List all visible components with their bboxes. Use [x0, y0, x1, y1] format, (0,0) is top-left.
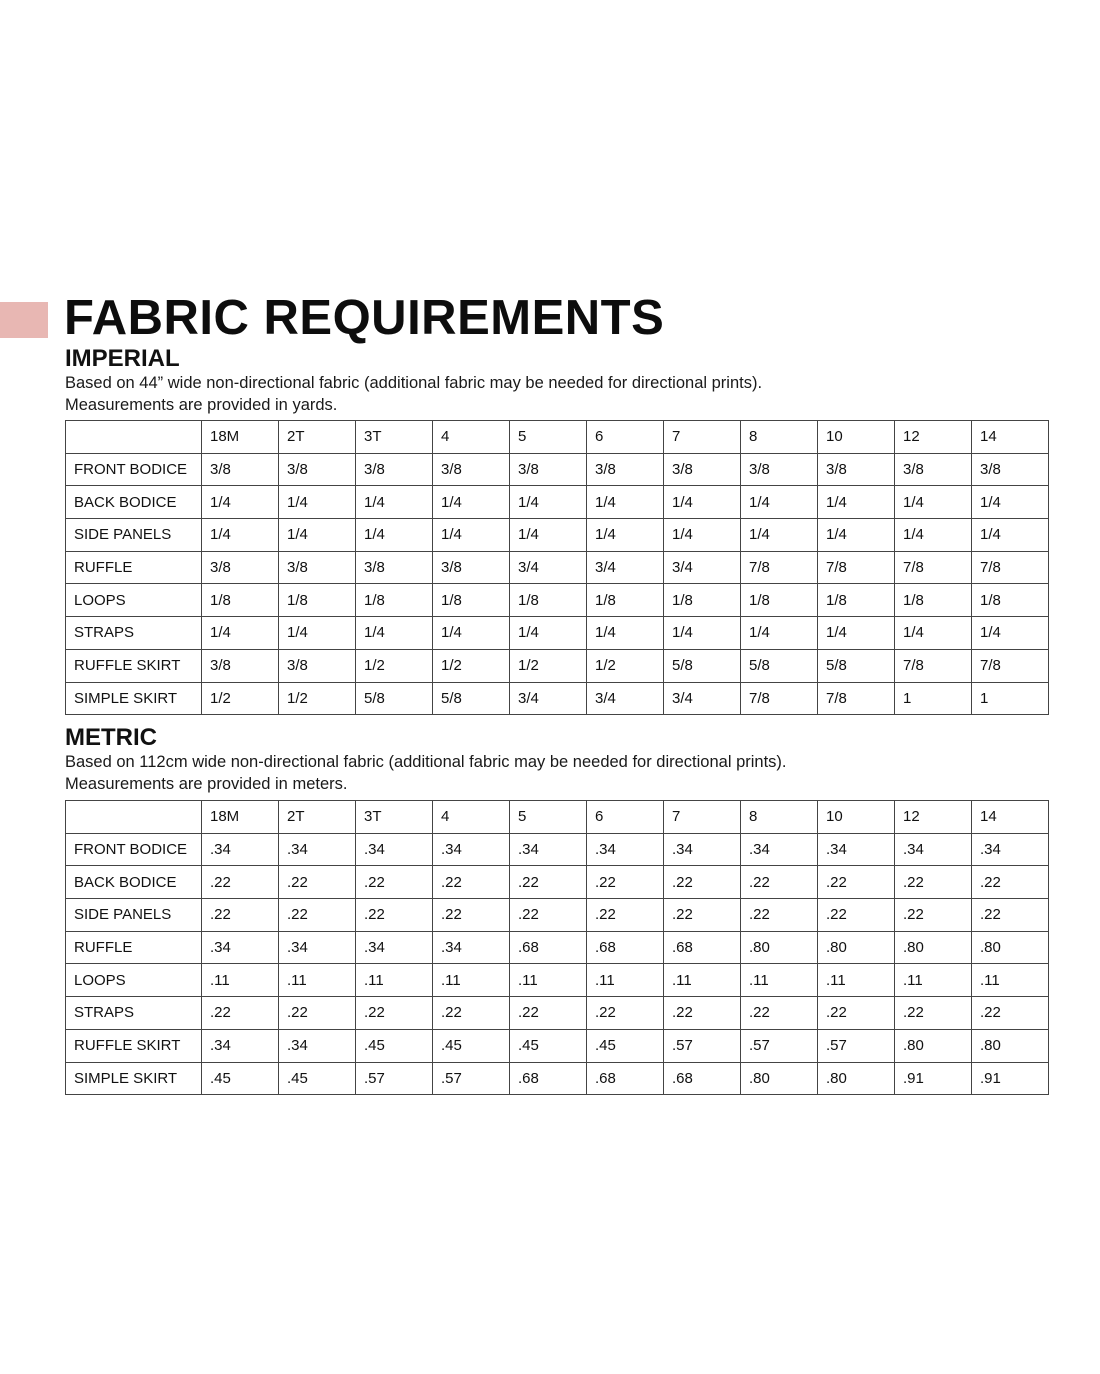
table-cell: .57 [664, 1029, 741, 1062]
column-header-12: 12 [895, 801, 972, 834]
column-header-4: 4 [433, 421, 510, 454]
table-cell: .45 [587, 1029, 664, 1062]
table-cell: .22 [510, 866, 587, 899]
table-cell: 1/2 [510, 649, 587, 682]
table-cell: 1/4 [510, 519, 587, 552]
table-cell: .80 [895, 931, 972, 964]
table-cell: 1/4 [895, 617, 972, 650]
table-cell: 3/8 [356, 453, 433, 486]
table-cell: .11 [510, 964, 587, 997]
table-cell: .11 [664, 964, 741, 997]
table-cell: 3/8 [202, 551, 279, 584]
table-cell: .22 [664, 899, 741, 932]
table-cell: .22 [818, 899, 895, 932]
table-cell: 1/4 [587, 617, 664, 650]
table-row [66, 866, 1049, 899]
table-cell: .22 [433, 866, 510, 899]
table-row [66, 682, 1049, 715]
table-cell: 7/8 [818, 682, 895, 715]
table-cell: .80 [741, 1062, 818, 1095]
table-cell: 1/4 [587, 486, 664, 519]
table-cell: 1/4 [279, 486, 356, 519]
row-label: RUFFLE SKIRT [66, 1029, 202, 1062]
table-row [66, 1062, 1049, 1095]
table-cell: 1/8 [433, 584, 510, 617]
table-cell: 1/8 [356, 584, 433, 617]
table-cell: .45 [433, 1029, 510, 1062]
row-label: RUFFLE [66, 931, 202, 964]
table-cell: .80 [741, 931, 818, 964]
table-cell: 7/8 [895, 649, 972, 682]
table-row [66, 453, 1049, 486]
column-header-7: 7 [664, 801, 741, 834]
column-header-6: 6 [587, 801, 664, 834]
table-cell: .22 [279, 899, 356, 932]
table-cell: .11 [356, 964, 433, 997]
table-cell: 1/4 [664, 486, 741, 519]
table-cell: 3/8 [664, 453, 741, 486]
table-cell: 1/4 [818, 617, 895, 650]
table-cell: 1/4 [818, 519, 895, 552]
table-cell: .34 [356, 931, 433, 964]
table-cell: 1/4 [972, 519, 1049, 552]
table-cell: 3/4 [587, 551, 664, 584]
table-cell: .68 [664, 1062, 741, 1095]
table-cell: 7/8 [741, 551, 818, 584]
table-cell: .22 [664, 866, 741, 899]
column-header-10: 10 [818, 801, 895, 834]
column-header-8: 8 [741, 421, 818, 454]
table-cell: 5/8 [433, 682, 510, 715]
table-cell: .11 [587, 964, 664, 997]
table-row [66, 486, 1049, 519]
row-label: FRONT BODICE [66, 833, 202, 866]
table-cell: 1/2 [587, 649, 664, 682]
table-cell: .91 [972, 1062, 1049, 1095]
table-row [66, 964, 1049, 997]
table-cell: 1 [972, 682, 1049, 715]
table-cell: 1/2 [279, 682, 356, 715]
row-label: SIDE PANELS [66, 519, 202, 552]
column-header-5: 5 [510, 801, 587, 834]
table-row [66, 617, 1049, 650]
table-cell: .34 [279, 931, 356, 964]
table-cell: 1/2 [202, 682, 279, 715]
table-cell: 1/4 [356, 486, 433, 519]
table-cell: 1/2 [356, 649, 433, 682]
table-cell: .34 [202, 931, 279, 964]
table-cell: .68 [510, 1062, 587, 1095]
column-header [66, 421, 202, 454]
table-cell: 3/8 [972, 453, 1049, 486]
table-cell: .45 [356, 1029, 433, 1062]
table-cell: .57 [433, 1062, 510, 1095]
metric-heading: METRIC [65, 724, 157, 751]
row-label: BACK BODICE [66, 866, 202, 899]
table-cell: .22 [741, 866, 818, 899]
row-label: RUFFLE SKIRT [66, 649, 202, 682]
table-cell: 1 [895, 682, 972, 715]
table-cell: .22 [895, 997, 972, 1030]
table-cell: .22 [972, 997, 1049, 1030]
table-cell: .91 [895, 1062, 972, 1095]
table-cell: 3/8 [356, 551, 433, 584]
table-cell: .22 [279, 997, 356, 1030]
table-cell: 3/4 [664, 551, 741, 584]
table-cell: 1/4 [895, 519, 972, 552]
table-cell: .34 [510, 833, 587, 866]
table-cell: .22 [972, 899, 1049, 932]
table-cell: 3/8 [510, 453, 587, 486]
row-label: LOOPS [66, 584, 202, 617]
table-cell: 1/4 [741, 617, 818, 650]
table-cell: 1/4 [895, 486, 972, 519]
table-row [66, 551, 1049, 584]
table-cell: .34 [202, 1029, 279, 1062]
table-cell: .80 [818, 931, 895, 964]
table-cell: 5/8 [664, 649, 741, 682]
table-cell: .22 [433, 899, 510, 932]
column-header-8: 8 [741, 801, 818, 834]
row-label: BACK BODICE [66, 486, 202, 519]
table-cell: 3/8 [433, 453, 510, 486]
table-cell: 1/4 [202, 519, 279, 552]
column-header-2t: 2T [279, 801, 356, 834]
table-cell: .45 [202, 1062, 279, 1095]
table-cell: .34 [279, 1029, 356, 1062]
table-cell: .11 [741, 964, 818, 997]
table-cell: .34 [664, 833, 741, 866]
imperial-heading: IMPERIAL [65, 345, 180, 372]
table-cell: 3/8 [818, 453, 895, 486]
table-cell: .22 [818, 866, 895, 899]
table-cell: .22 [587, 997, 664, 1030]
table-row [66, 519, 1049, 552]
table-row [66, 997, 1049, 1030]
table-cell: .80 [818, 1062, 895, 1095]
table-cell: 1/4 [202, 617, 279, 650]
table-cell: .11 [972, 964, 1049, 997]
table-cell: 1/4 [587, 519, 664, 552]
table-cell: 1/4 [356, 617, 433, 650]
table-cell: 3/8 [202, 649, 279, 682]
table-cell: 1/4 [741, 486, 818, 519]
column-header-18m: 18M [202, 801, 279, 834]
table-cell: 7/8 [972, 649, 1049, 682]
column-header-10: 10 [818, 421, 895, 454]
table-cell: .57 [356, 1062, 433, 1095]
table-cell: 1/8 [510, 584, 587, 617]
column-header-3t: 3T [356, 421, 433, 454]
table-cell: .80 [972, 931, 1049, 964]
row-label: SIMPLE SKIRT [66, 1062, 202, 1095]
metric-description-units: Measurements are provided in meters. [65, 775, 348, 793]
table-row [66, 649, 1049, 682]
table-cell: 1/4 [433, 617, 510, 650]
table-cell: .68 [664, 931, 741, 964]
table-header-row [66, 801, 1049, 834]
column-header-7: 7 [664, 421, 741, 454]
table-cell: .45 [279, 1062, 356, 1095]
table-row [66, 1029, 1049, 1062]
table-cell: 5/8 [818, 649, 895, 682]
table-cell: .68 [510, 931, 587, 964]
table-cell: .68 [587, 1062, 664, 1095]
table-cell: 1/4 [356, 519, 433, 552]
table-header-row [66, 421, 1049, 454]
imperial-table [65, 420, 1049, 715]
table-cell: .80 [972, 1029, 1049, 1062]
table-cell: 7/8 [741, 682, 818, 715]
accent-block [0, 302, 48, 338]
table-cell: 1/2 [433, 649, 510, 682]
row-label: STRAPS [66, 997, 202, 1030]
table-cell: 3/4 [510, 682, 587, 715]
table-cell: .57 [741, 1029, 818, 1062]
table-cell: 3/8 [202, 453, 279, 486]
table-cell: .22 [741, 997, 818, 1030]
table-cell: .34 [818, 833, 895, 866]
table-cell: 1/8 [818, 584, 895, 617]
table-cell: .22 [433, 997, 510, 1030]
table-cell: 3/4 [510, 551, 587, 584]
table-cell: .22 [741, 899, 818, 932]
table-cell: 1/4 [279, 519, 356, 552]
table-row [66, 899, 1049, 932]
table-cell: 1/4 [818, 486, 895, 519]
table-cell: .34 [356, 833, 433, 866]
table-cell: 1/4 [433, 486, 510, 519]
row-label: SIMPLE SKIRT [66, 682, 202, 715]
table-cell: .22 [356, 997, 433, 1030]
imperial-description-fabric-width: Based on 44” wide non-directional fabric (additional fabric may be needed for directional prints). [65, 374, 763, 392]
column-header-3t: 3T [356, 801, 433, 834]
table-cell: 1/4 [510, 617, 587, 650]
table-cell: 1/8 [895, 584, 972, 617]
table-cell: .22 [895, 899, 972, 932]
table-cell: 3/8 [279, 551, 356, 584]
row-label: FRONT BODICE [66, 453, 202, 486]
column-header-14: 14 [972, 421, 1049, 454]
table-cell: .11 [279, 964, 356, 997]
table-cell: .22 [818, 997, 895, 1030]
table-cell: 3/8 [895, 453, 972, 486]
column-header-4: 4 [433, 801, 510, 834]
column-header-2t: 2T [279, 421, 356, 454]
metric-description-fabric-width: Based on 112cm wide non-directional fabric (additional fabric may be needed for directional prints). [65, 753, 787, 771]
table-cell: 1/4 [741, 519, 818, 552]
table-cell: .22 [510, 899, 587, 932]
table-cell: .34 [433, 833, 510, 866]
table-cell: 1/8 [741, 584, 818, 617]
column-header-18m: 18M [202, 421, 279, 454]
table-cell: 7/8 [972, 551, 1049, 584]
column-header-6: 6 [587, 421, 664, 454]
table-cell: .22 [510, 997, 587, 1030]
column-header [66, 801, 202, 834]
table-cell: .80 [895, 1029, 972, 1062]
table-cell: 1/8 [202, 584, 279, 617]
table-cell: 1/8 [279, 584, 356, 617]
table-cell: 1/4 [433, 519, 510, 552]
table-cell: .22 [664, 997, 741, 1030]
table-cell: 3/8 [279, 453, 356, 486]
table-row [66, 584, 1049, 617]
table-cell: .22 [202, 866, 279, 899]
table-cell: 5/8 [741, 649, 818, 682]
table-cell: .22 [972, 866, 1049, 899]
table-cell: 5/8 [356, 682, 433, 715]
table-cell: .45 [510, 1029, 587, 1062]
metric-table [65, 800, 1049, 1095]
table-cell: 1/4 [664, 519, 741, 552]
table-cell: .34 [895, 833, 972, 866]
table-cell: .22 [279, 866, 356, 899]
table-row [66, 833, 1049, 866]
table-cell: 1/8 [664, 584, 741, 617]
table-cell: .22 [587, 899, 664, 932]
page-title: FABRIC REQUIREMENTS [64, 291, 665, 345]
table-cell: 3/8 [433, 551, 510, 584]
table-cell: 3/4 [664, 682, 741, 715]
table-cell: 1/4 [279, 617, 356, 650]
table-cell: 1/4 [664, 617, 741, 650]
table-cell: .34 [202, 833, 279, 866]
table-cell: .68 [587, 931, 664, 964]
table-cell: .11 [818, 964, 895, 997]
row-label: LOOPS [66, 964, 202, 997]
row-label: SIDE PANELS [66, 899, 202, 932]
table-cell: 3/4 [587, 682, 664, 715]
table-row [66, 931, 1049, 964]
table-cell: 7/8 [895, 551, 972, 584]
table-cell: 7/8 [818, 551, 895, 584]
table-cell: .34 [279, 833, 356, 866]
table-cell: 1/8 [972, 584, 1049, 617]
table-cell: 3/8 [587, 453, 664, 486]
table-cell: .22 [202, 997, 279, 1030]
imperial-description-units: Measurements are provided in yards. [65, 396, 338, 414]
table-cell: .34 [972, 833, 1049, 866]
table-cell: 3/8 [279, 649, 356, 682]
table-cell: 1/4 [510, 486, 587, 519]
table-cell: .22 [895, 866, 972, 899]
row-label: RUFFLE [66, 551, 202, 584]
table-cell: .11 [895, 964, 972, 997]
table-cell: .11 [433, 964, 510, 997]
table-cell: 1/4 [972, 486, 1049, 519]
table-cell: .34 [741, 833, 818, 866]
table-cell: 1/8 [587, 584, 664, 617]
table-cell: .22 [202, 899, 279, 932]
row-label: STRAPS [66, 617, 202, 650]
table-cell: 1/4 [202, 486, 279, 519]
table-cell: 1/4 [972, 617, 1049, 650]
table-cell: .22 [587, 866, 664, 899]
column-header-5: 5 [510, 421, 587, 454]
table-cell: .57 [818, 1029, 895, 1062]
table-cell: .34 [433, 931, 510, 964]
table-cell: .22 [356, 899, 433, 932]
table-cell: .22 [356, 866, 433, 899]
column-header-12: 12 [895, 421, 972, 454]
table-cell: 3/8 [741, 453, 818, 486]
table-cell: .34 [587, 833, 664, 866]
table-cell: .11 [202, 964, 279, 997]
column-header-14: 14 [972, 801, 1049, 834]
